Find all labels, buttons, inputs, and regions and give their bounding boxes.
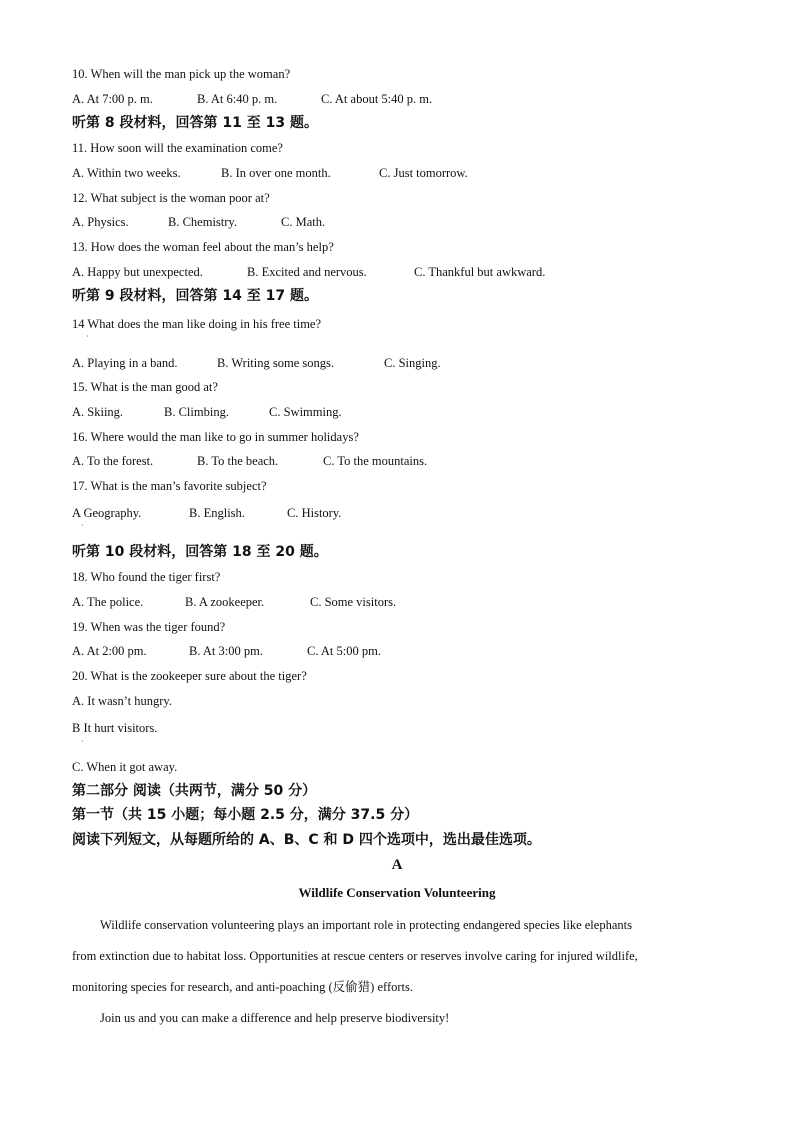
option-a: A. Playing in a band. [72, 356, 178, 370]
option-b: B. Climbing. [164, 405, 229, 419]
passage-paragraph-1-line-3: monitoring species for research, and anti-poaching (反偷猎) efforts. [72, 980, 413, 994]
section-8-heading: 听第 8 段材料，回答第 11 至 13 题。 [72, 115, 318, 131]
question-16: 16. Where would the man like to go in summer holidays? [72, 430, 359, 444]
passage-paragraph-2: Join us and you can make a difference and help preserve biodiversity! [100, 1011, 450, 1025]
option-c: C. To the mountains. [323, 454, 428, 468]
option-a: A. At 2:00 pm. [72, 644, 147, 658]
option-20-c: C. When it got away. [72, 760, 178, 774]
option-a: A. Happy but unexpected. [72, 265, 203, 279]
option-a: A. Physics. [72, 215, 129, 229]
option-c: C. Singing. [384, 356, 441, 370]
question-17: 17. What is the man’s favorite subject? [72, 479, 267, 493]
question-15: 15. What is the man good at? [72, 380, 218, 394]
passage-paragraph-1-line-2: from extinction due to habitat loss. Opportunities at rescue centers or reserves involve caring for injured wildlife, [72, 949, 638, 963]
option-b: B. Writing some songs. [217, 356, 334, 370]
option-c: C. Just tomorrow. [379, 166, 468, 180]
option-c: C. History. [287, 506, 342, 520]
option-c: C. At 5:00 pm. [307, 644, 381, 658]
part-2-section-1-heading: 第一节（共 15 小题；每小题 2.5 分，满分 37.5 分） [72, 807, 419, 823]
option-a: A. The police. [72, 595, 144, 609]
option-c: C. At about 5:40 p. m. [321, 92, 433, 106]
option-b: B. Chemistry. [168, 215, 237, 229]
question-18: 18. Who found the tiger first? [72, 570, 221, 584]
option-a: A. At 7:00 p. m. [72, 92, 153, 106]
question-14: 14 What does the man like doing in his free time? [72, 317, 322, 331]
question-20: 20. What is the zookeeper sure about the tiger? [72, 669, 307, 683]
option-c: C. Some visitors. [310, 595, 397, 609]
section-10-heading: 听第 10 段材料，回答第 18 至 20 题。 [72, 544, 328, 560]
stray-dot: · [86, 332, 89, 341]
stray-dot: · [81, 737, 84, 746]
passage-paragraph-1-line-1: Wildlife conservation volunteering plays an important role in protecting endangered species like elephants [100, 918, 632, 932]
option-c: C. Swimming. [269, 405, 342, 419]
option-a: A. Within two weeks. [72, 166, 181, 180]
option-b: B. At 3:00 pm. [189, 644, 263, 658]
option-b: B. A zookeeper. [185, 595, 265, 609]
question-19: 19. When was the tiger found? [72, 620, 226, 634]
option-20-b: B It hurt visitors. [72, 721, 158, 735]
option-b: B. To the beach. [197, 454, 279, 468]
stray-dot: · [81, 521, 84, 530]
option-b: B. At 6:40 p. m. [197, 92, 278, 106]
option-b: B. In over one month. [221, 166, 331, 180]
option-c: C. Thankful but awkward. [414, 265, 546, 279]
part-2-instructions: 阅读下列短文，从每题所给的 A、B、C 和 D 四个选项中，选出最佳选项。 [72, 832, 541, 848]
option-b: B. Excited and nervous. [247, 265, 367, 279]
option-b: B. English. [189, 506, 245, 520]
section-9-heading: 听第 9 段材料，回答第 14 至 17 题。 [72, 288, 318, 304]
passage-letter: A [391, 857, 403, 873]
question-12: 12. What subject is the woman poor at? [72, 191, 270, 205]
option-a: A. Skiing. [72, 405, 124, 419]
question-10: 10. When will the man pick up the woman? [72, 67, 291, 81]
question-13: 13. How does the woman feel about the man’s help? [72, 240, 334, 254]
option-a: A. To the forest. [72, 454, 154, 468]
option-20-a: A. It wasn’t hungry. [72, 694, 172, 708]
option-c: C. Math. [281, 215, 326, 229]
question-11: 11. How soon will the examination come? [72, 141, 283, 155]
option-a: A Geography. [72, 506, 142, 520]
part-2-heading: 第二部分 阅读（共两节，满分 50 分） [72, 783, 317, 799]
passage-title: Wildlife Conservation Volunteering [298, 885, 496, 900]
